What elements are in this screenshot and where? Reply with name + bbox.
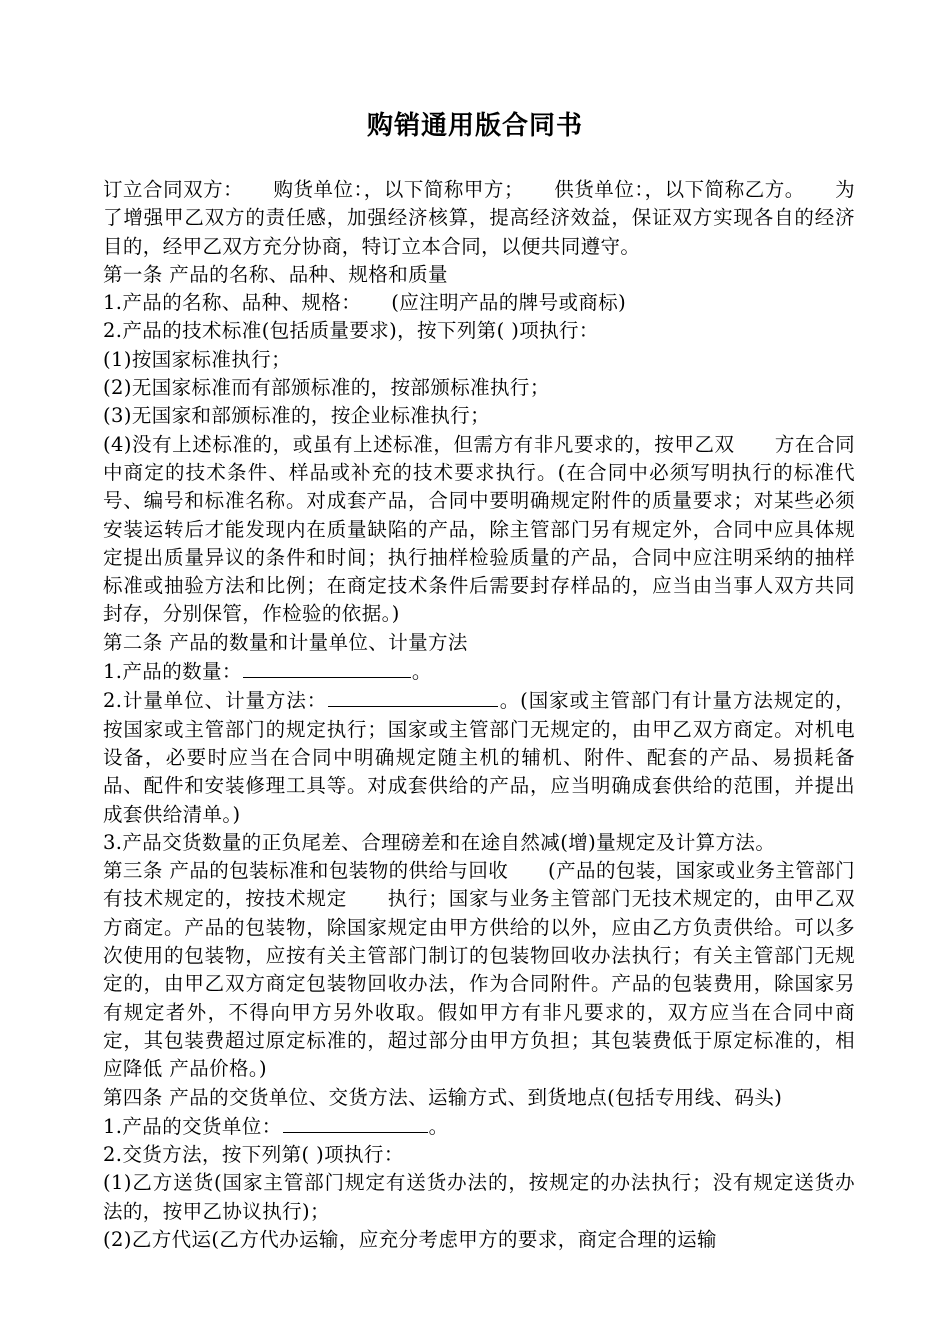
quantity-end: 。 <box>411 660 432 684</box>
measure-blank-line <box>328 686 498 707</box>
paragraph-4-2-option-2: (2)乙方代运(乙方代办运输，应充分考虑甲方的要求，商定合理的运输 <box>103 1227 717 1251</box>
paragraph-1-2-option-1: (1)按国家标准执行； <box>103 347 292 371</box>
measure-rest: 。(国家或主管部门有计量方法规定的，按国家或主管部门的规定执行；国家或主管部门无规定的，由甲乙双方商定。对机电设备，必要时应当在合同中明确规定随主机的辅机、附件、配套的产品、易损耗备品、配件和安装修理工具等。对成套供给的产品，应当明确成套供给的范围，并提出成套供给清单。) <box>103 689 855 826</box>
measure-label: 2.计量单位、计量方法： <box>103 689 328 713</box>
quantity-label: 1.产品的数量： <box>103 660 242 684</box>
article-2-heading: 第二条 产品的数量和计量单位、计量方法 <box>103 630 468 654</box>
paragraph-1-2-option-2: (2)无国家标准而有部颁标准的，按部颁标准执行； <box>103 376 550 400</box>
delivery-blank-line <box>283 1112 428 1133</box>
paragraph-1-2: 2.产品的技术标准(包括质量要求)，按下列第( )项执行： <box>103 319 599 343</box>
paragraph-2-1 <box>103 657 855 686</box>
paragraph-2-2 <box>103 686 855 828</box>
delivery-label: 1.产品的交货单位： <box>103 1114 282 1138</box>
article-4-heading: 第四条 产品的交货单位、交货方法、运输方式、到货地点(包括专用线、码头) <box>103 1085 783 1109</box>
document-title: 购销通用版合同书 <box>366 111 583 141</box>
paragraph-4-2: 2.交货方法，按下列第( )项执行： <box>103 1143 404 1167</box>
paragraph-4-2-option-1: (1)乙方送货(国家主管部门规定有送货办法的，按规定的办法执行；没有规定送货办法的，按甲乙协议执行)； <box>103 1171 855 1223</box>
delivery-end: 。 <box>428 1114 449 1138</box>
article-3-paragraph: 第三条 产品的包装标准和包装物的供给与回收 (产品的包装，国家或业务主管部门有技术规定的，按技术规定 执行；国家与业务主管部门无技术规定的，由甲乙双方商定。产品的包装物，除国家规定由甲方供给的以外，应由乙方负责供给。可以多次使用的包装物，应按有关主管部门制订的包装物回收办法执行；有关主管部门无规定的，由甲乙双方商定包装物回收办法，作为合同附件。产品的包装费用，除国家另有规定者外，不得向甲方另外收取。假如甲方有非凡要求的，双方应当在合同中商定，其包装费超过原定标准的，超过部分由甲方负担；其包装费低于原定标准的，相应降低 产品价格。) <box>103 859 855 1081</box>
article-1-heading: 第一条 产品的名称、品种、规格和质量 <box>103 262 448 286</box>
paragraph-1-1: 1.产品的名称、品种、规格： (应注明产品的牌号或商标) <box>103 291 627 315</box>
paragraph-1-2-option-3: (3)无国家和部颁标准的，按企业标准执行； <box>103 404 491 428</box>
paragraph-2-3: 3.产品交货数量的正负尾差、合理磅差和在途自然减(增)量规定及计算方法。 <box>103 830 776 854</box>
paragraph-4-1 <box>103 1112 855 1141</box>
document-body <box>103 176 895 1254</box>
quantity-blank-line <box>243 657 411 678</box>
paragraph-preamble: 订立合同双方： 购货单位：，以下简称甲方； 供货单位：，以下简称乙方。 为了增强甲乙双方的责任感，加强经济核算，提高经济效益，保证双方实现各自的经济 目的，经甲乙双方充分协商，特订立本合同，以便共同遵守。 <box>103 178 895 258</box>
paragraph-1-2-option-4: (4)没有上述标准的，或虽有上述标准，但需方有非凡要求的，按甲乙双 方在合同中商定的技术条件、样品或补充的技术要求执行。(在合同中必须写明执行的标准代号、编号和标准名称。对成套产品，合同中要明确规定附件的质量要求；对某些必须安装运转后才能发现内在质量缺陷的产品，除主管部门另有规定外，合同中应具体规定提出质量异议的条件和时间；执行抽样检验质量的产品，合同中应注明采纳的抽样标准或抽验方法和比例；在商定技术条件后需要封存样品的，应当由当事人双方共同封存，分别保管，作检验的依据。) <box>103 432 855 626</box>
